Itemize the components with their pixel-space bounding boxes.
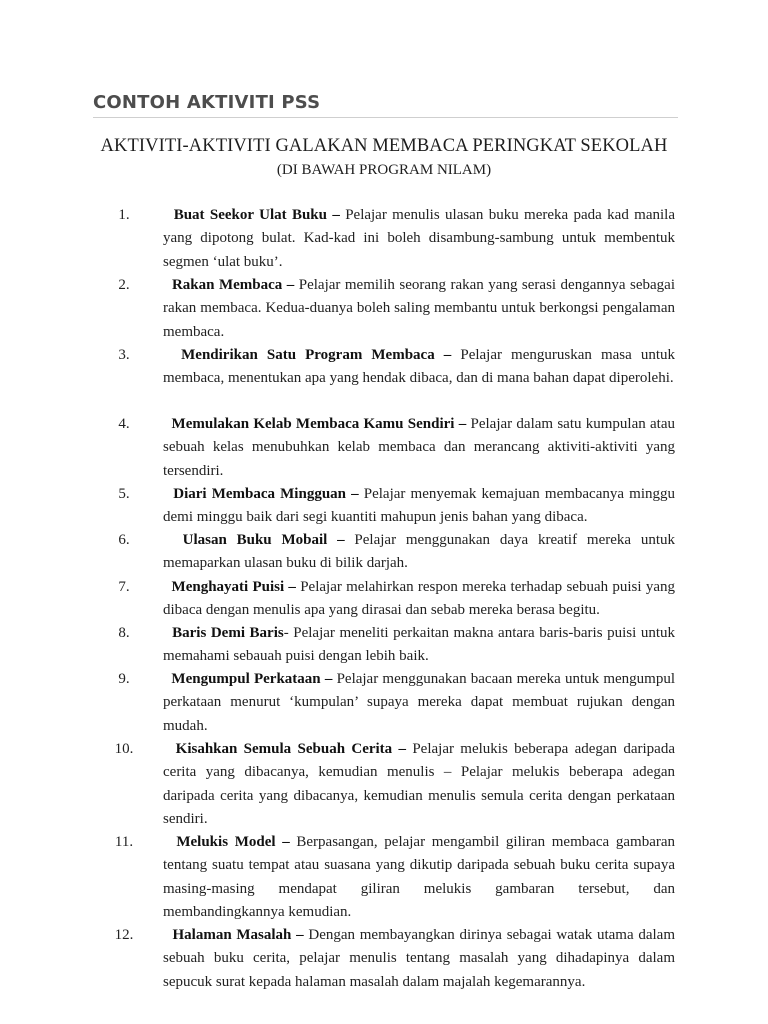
- item-text: [163, 413, 675, 483]
- item-number: 11.: [114, 834, 134, 850]
- item-description: Dengan membayangkan dirinya sebagai watak utama dalam sebuah buku cerita, pelajar menulis tentang masalah yang dihadapinya dalam sepucuk surat kepada halaman masalah dalam majalah kegemarannya.: [163, 927, 675, 990]
- item-text: [163, 204, 675, 274]
- document-title: AKTIVITI-AKTIVITI GALAKAN MEMBACA PERINGKAT SEKOLAH: [100, 136, 668, 156]
- item-text: [163, 668, 675, 738]
- item-number: 5.: [118, 486, 130, 502]
- item-description: Pelajar menulis ulasan buku mereka pada kad manila yang dipotong bulat. Kad-kad ini boleh disambung-sambung untuk membentuk segmen ‘ulat buku’.: [163, 207, 676, 270]
- item-text: [163, 483, 675, 530]
- item-description: Pelajar menguruskan masa untuk membaca, menentukan apa yang hendak dibaca, dan di mana bahan dapat diperolehi.: [163, 347, 675, 387]
- item-number: 2.: [118, 277, 130, 293]
- item-description: Pelajar dalam satu kumpulan atau sebuah kelas menubuhkan kelab membaca dan merancang aktiviti-aktiviti yang tersendiri.: [163, 416, 676, 479]
- item-term: Memulakan Kelab Membaca Kamu Sendiri –: [171, 416, 467, 432]
- section-heading: CONTOH AKTIVITI PSS: [93, 92, 321, 113]
- item-term: Mengumpul Perkataan –: [171, 671, 333, 687]
- document-subtitle: (DI BAWAH PROGRAM NILAM): [276, 162, 492, 178]
- item-number: 6.: [118, 532, 130, 548]
- item-term: Melukis Model –: [176, 834, 290, 850]
- item-description: Pelajar menyemak kemajuan membacanya minggu demi minggu baik dari segi kuantiti mahupun jenis bahan yang dibaca.: [163, 486, 675, 526]
- item-term: Halaman Masalah –: [172, 927, 304, 943]
- item-description: Pelajar memilih seorang rakan yang serasi dengannya sebagai rakan membaca. Kedua-duanya boleh saling membantu untuk berkongsi pengalaman membaca.: [163, 277, 675, 340]
- item-number: 9.: [118, 671, 130, 687]
- item-term: Ulasan Buku Mobail –: [182, 532, 345, 548]
- item-number: 7.: [118, 579, 130, 595]
- item-number: 3.: [118, 347, 130, 363]
- item-description: Pelajar melukis beberapa adegan daripada cerita yang dibacanya, kemudian menulis – Pelajar melukis beberapa adegan daripada cerita yang dibacanya, kemudian menulis semula cerita dengan perkataan sendiri.: [163, 741, 675, 827]
- item-text: [163, 738, 675, 831]
- item-text: [163, 344, 675, 391]
- item-term: Rakan Membaca –: [171, 277, 295, 293]
- item-text: [163, 831, 675, 924]
- item-text: [163, 529, 675, 576]
- item-term: Buat Seekor Ulat Buku –: [173, 207, 340, 223]
- item-term: Mendirikan Satu Program Membaca –: [181, 347, 452, 363]
- item-term: Menghayati Puisi –: [171, 579, 296, 595]
- item-text: [163, 274, 675, 344]
- item-number: 12.: [114, 927, 134, 943]
- item-number: 10.: [114, 741, 134, 757]
- item-text: [163, 576, 675, 623]
- item-description: - Pelajar meneliti perkaitan makna antara baris-baris puisi untuk memahami sebauah puisi dengan lebih baik.: [163, 625, 675, 665]
- item-text: [163, 924, 675, 994]
- item-number: 8.: [118, 625, 130, 641]
- item-description: Berpasangan, pelajar mengambil giliran membaca gambaran tentang suatu tempat atau suasana yang dikutip daripada sebuah buku cerita supaya masing-masing mendapat giliran melukis gambaran tersebut, dan membandingkannya kemudian.: [163, 834, 676, 920]
- item-term: Diari Membaca Mingguan –: [173, 486, 359, 502]
- item-text: [163, 622, 675, 669]
- item-number: 4.: [118, 416, 130, 432]
- item-term: Baris Demi Baris: [172, 625, 284, 641]
- item-number: 1.: [118, 207, 130, 223]
- item-term: Kisahkan Semula Sebuah Cerita –: [175, 741, 406, 757]
- item-description: Pelajar melahirkan respon mereka terhadap sebuah puisi yang dibaca dengan menulis apa yang dirasai dan sebab mereka berasa begitu.: [163, 579, 675, 619]
- item-description: Pelajar menggunakan bacaan mereka untuk mengumpul perkataan menurut ‘kumpulan’ supaya mereka dapat membuat rujukan dengan mudah.: [163, 671, 675, 734]
- item-description: Pelajar menggunakan daya kreatif mereka untuk memaparkan ulasan buku di bilik darjah.: [163, 532, 676, 572]
